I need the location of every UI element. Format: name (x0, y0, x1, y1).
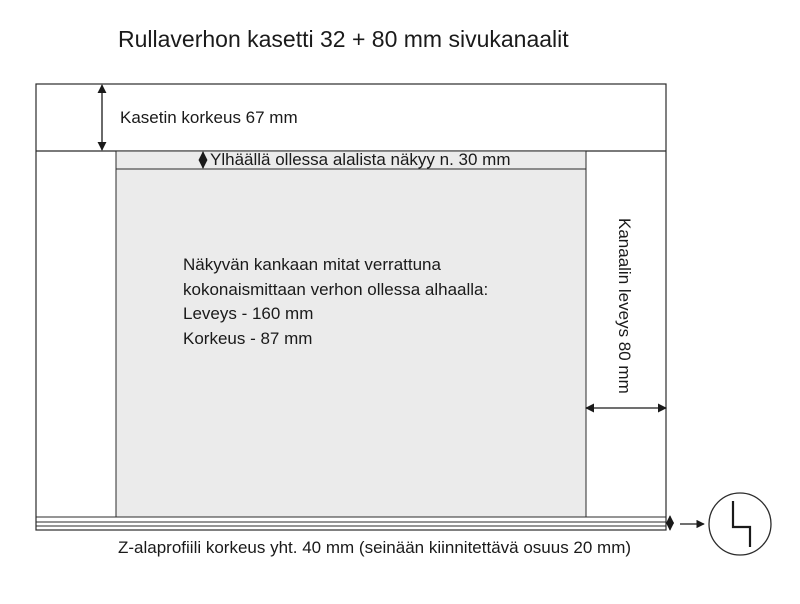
visible-fabric-line2: kokonaismittaan verhon ollessa alhaalla: (183, 279, 489, 299)
bottom-rail-visible-label: Ylhäällä ollessa alalista näkyy n. 30 mm (210, 150, 511, 169)
visible-fabric-width: Leveys - 160 mm (183, 304, 314, 323)
visible-fabric-dimensions (183, 253, 488, 351)
channel-width-label: Kanaalin leveys 80 mm (615, 218, 634, 394)
diagram-title: Rullaverhon kasetti 32 + 80 mm sivukanaalit (118, 26, 569, 52)
visible-fabric-height: Korkeus - 87 mm (183, 328, 313, 348)
cassette-height-label: Kasetin korkeus 67 mm (120, 108, 298, 127)
z-profile-label: Z-alaprofiili korkeus yht. 40 mm (seinään kiinnitettävä osuus 20 mm) (118, 538, 632, 557)
visible-fabric-line1: Näkyvän kankaan mitat verrattuna (183, 255, 441, 274)
z-profile-cross-section-icon (709, 493, 771, 555)
